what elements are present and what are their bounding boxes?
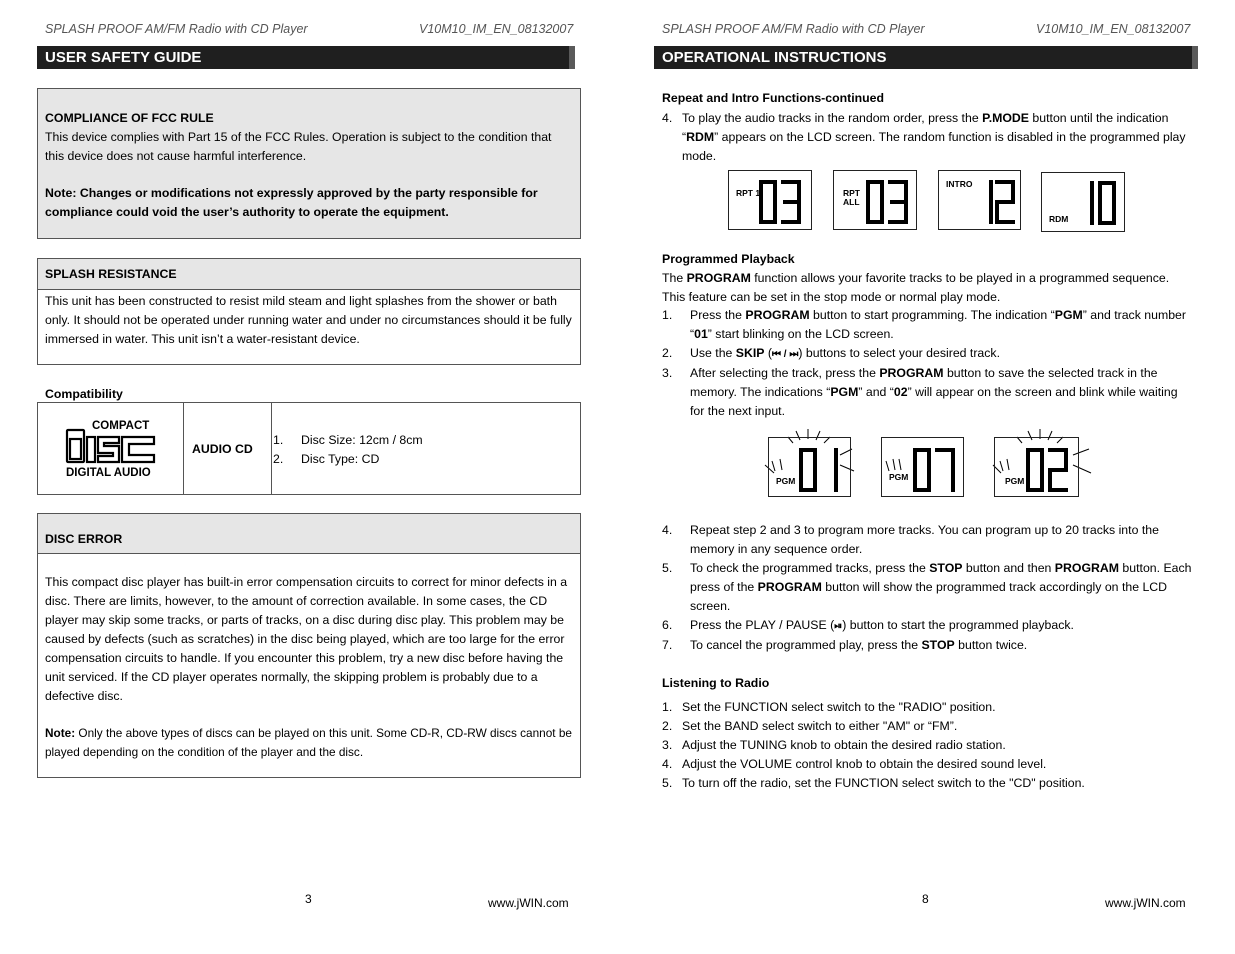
compat-item: 1. Disc Size: 12cm / 8cm [273, 433, 423, 447]
compat-title: Compatibility [45, 387, 123, 401]
radio-item: 3. Adjust the TUNING knob to obtain the desired radio station. [662, 738, 1006, 752]
program-step: 1. Press the PROGRAM button to start programming. The indication “PGM” and track number “01” start blinking on the LCD screen. [662, 308, 1186, 341]
compat-list [273, 431, 573, 469]
compat-table [37, 402, 581, 495]
splash-title: SPLASH RESISTANCE [45, 267, 177, 281]
left-header-title: SPLASH PROOF AM/FM Radio with CD Player [45, 22, 308, 36]
program-step: 3. After selecting the track, press the PROGRAM button to save the selected track in the memory. The indications “PGM” and “02” will appear on the screen and blink while waiting for the next input. [662, 366, 1178, 418]
radio-list [662, 698, 1192, 793]
compact-disc-logo-icon [38, 403, 184, 494]
lcd-intro [938, 170, 1021, 230]
splash-body: This unit has been constructed to resist mild steam and light splashes from the shower or bath only. It should not be operated under running water and under no circumstances should it be fully immersed in water. This unit isn’t a water-resistant device. [45, 294, 572, 346]
right-website: www.jWIN.com [1105, 896, 1186, 910]
lcd-label: RPT 1 [736, 188, 761, 198]
radio-item: 2. Set the BAND select switch to either "AM" or “FM”. [662, 719, 958, 733]
right-section-bar [654, 46, 1198, 69]
lcd-pgm-07 [873, 425, 969, 500]
program-step: 4. Repeat step 2 and 3 to program more tracks. You can program up to 20 tracks into the memory in any sequence order. [662, 523, 1159, 556]
radio-item: 1. Set the FUNCTION select switch to the "RADIO" position. [662, 700, 996, 714]
right-header-title: SPLASH PROOF AM/FM Radio with CD Player [662, 22, 925, 36]
radio-item: 4. Adjust the VOLUME control knob to obtain the desired sound level. [662, 757, 1047, 771]
logo-top-text: COMPACT [92, 420, 150, 432]
fcc-title: COMPLIANCE OF FCC RULE [45, 111, 214, 125]
lcd-rdm [1041, 172, 1125, 232]
lcd-pgm-02 [985, 425, 1095, 500]
logo-bottom-text: DIGITAL AUDIO [66, 467, 151, 479]
fcc-note: Note: Changes or modifications not expressly approved by the party responsible for compliance could void the user’s authority to operate the equipment. [45, 186, 538, 219]
disc-error-box [37, 513, 581, 778]
compat-item: 2. Disc Type: CD [273, 452, 380, 466]
left-website: www.jWIN.com [488, 896, 569, 910]
splash-box [37, 258, 581, 365]
disc-error-note: Note: Only the above types of discs can be played on this unit. Some CD-R, CD-RW discs cannot be played depending on the condition of the player and the disc. [45, 726, 572, 759]
right-section-title: OPERATIONAL INSTRUCTIONS [662, 49, 887, 66]
repeat-step-4: 4. To play the audio tracks in the random order, press the P.MODE button until the indication “RDM” appears on the LCD screen. The random function is disabled in the programmed play mode. [662, 111, 1186, 163]
lcd-rpt1 [728, 170, 812, 230]
lcd-rpt-all [833, 170, 917, 230]
audio-cd-label: AUDIO CD [184, 403, 272, 494]
radio-title: Listening to Radio [662, 676, 770, 690]
program-step: 7. To cancel the programmed play, press the STOP button twice. [662, 638, 1028, 652]
lcd-label: PGM [889, 472, 909, 482]
right-page-number: 8 [922, 892, 929, 906]
program-title: Programmed Playback [662, 252, 795, 266]
program-step: 5. To check the programmed tracks, press the STOP button and then PROGRAM button. Each press of the PROGRAM button will show the programmed track accordingly on the LCD screen. [662, 561, 1192, 613]
lcd-label: RPT [843, 188, 860, 198]
left-page-number: 3 [305, 892, 312, 906]
cd-logo-cell [38, 403, 184, 494]
fcc-box [37, 88, 581, 239]
right-header-code: V10M10_IM_EN_08132007 [1036, 22, 1191, 36]
program-intro: The PROGRAM function allows your favorite tracks to be played in a programmed sequence. This feature can be set in the stop mode or normal play mode. [662, 271, 1170, 304]
lcd-label: INTRO [946, 179, 973, 189]
program-steps-1-3 [662, 306, 1192, 421]
left-header-code: V10M10_IM_EN_08132007 [419, 22, 574, 36]
radio-item: 5. To turn off the radio, set the FUNCTION select switch to the "CD" position. [662, 776, 1085, 790]
left-section-title: USER SAFETY GUIDE [45, 49, 202, 66]
lcd-label: RDM [1049, 214, 1069, 224]
program-step: 6. Press the PLAY / PAUSE (⏯) button to start the programmed playback. [662, 618, 1074, 632]
lcd-pgm-01 [760, 425, 856, 500]
lcd-label: PGM [776, 476, 796, 486]
disc-error-title: DISC ERROR [45, 532, 123, 546]
program-steps-4-7 [662, 521, 1192, 655]
repeat-title: Repeat and Intro Functions-continued [662, 91, 885, 105]
program-step: 2. Use the SKIP (⏮ / ⏭) buttons to select your desired track. [662, 346, 1000, 360]
fcc-body: This device complies with Part 15 of the FCC Rules. Operation is subject to the condition that this device does not cause harmful interference. [45, 130, 552, 163]
lcd-label: PGM [1005, 476, 1025, 486]
lcd-label: ALL [843, 197, 860, 207]
left-section-bar [37, 46, 575, 69]
disc-error-body: This compact disc player has built-in error compensation circuits to correct for minor defects in a disc. There are limits, however, to the amount of correction available. In some cases, the CD player may skip some tracks, or parts of tracks, on a disc during disc play. This problem may be caused by defects (such as scratches) in the disc being played, which are too large for the error compensation circuits to handle. If you encounter this problem, try a new disc before having the unit serviced. If the CD player operates normally, the skipping problem is probably due to a defective disc. [45, 575, 568, 703]
